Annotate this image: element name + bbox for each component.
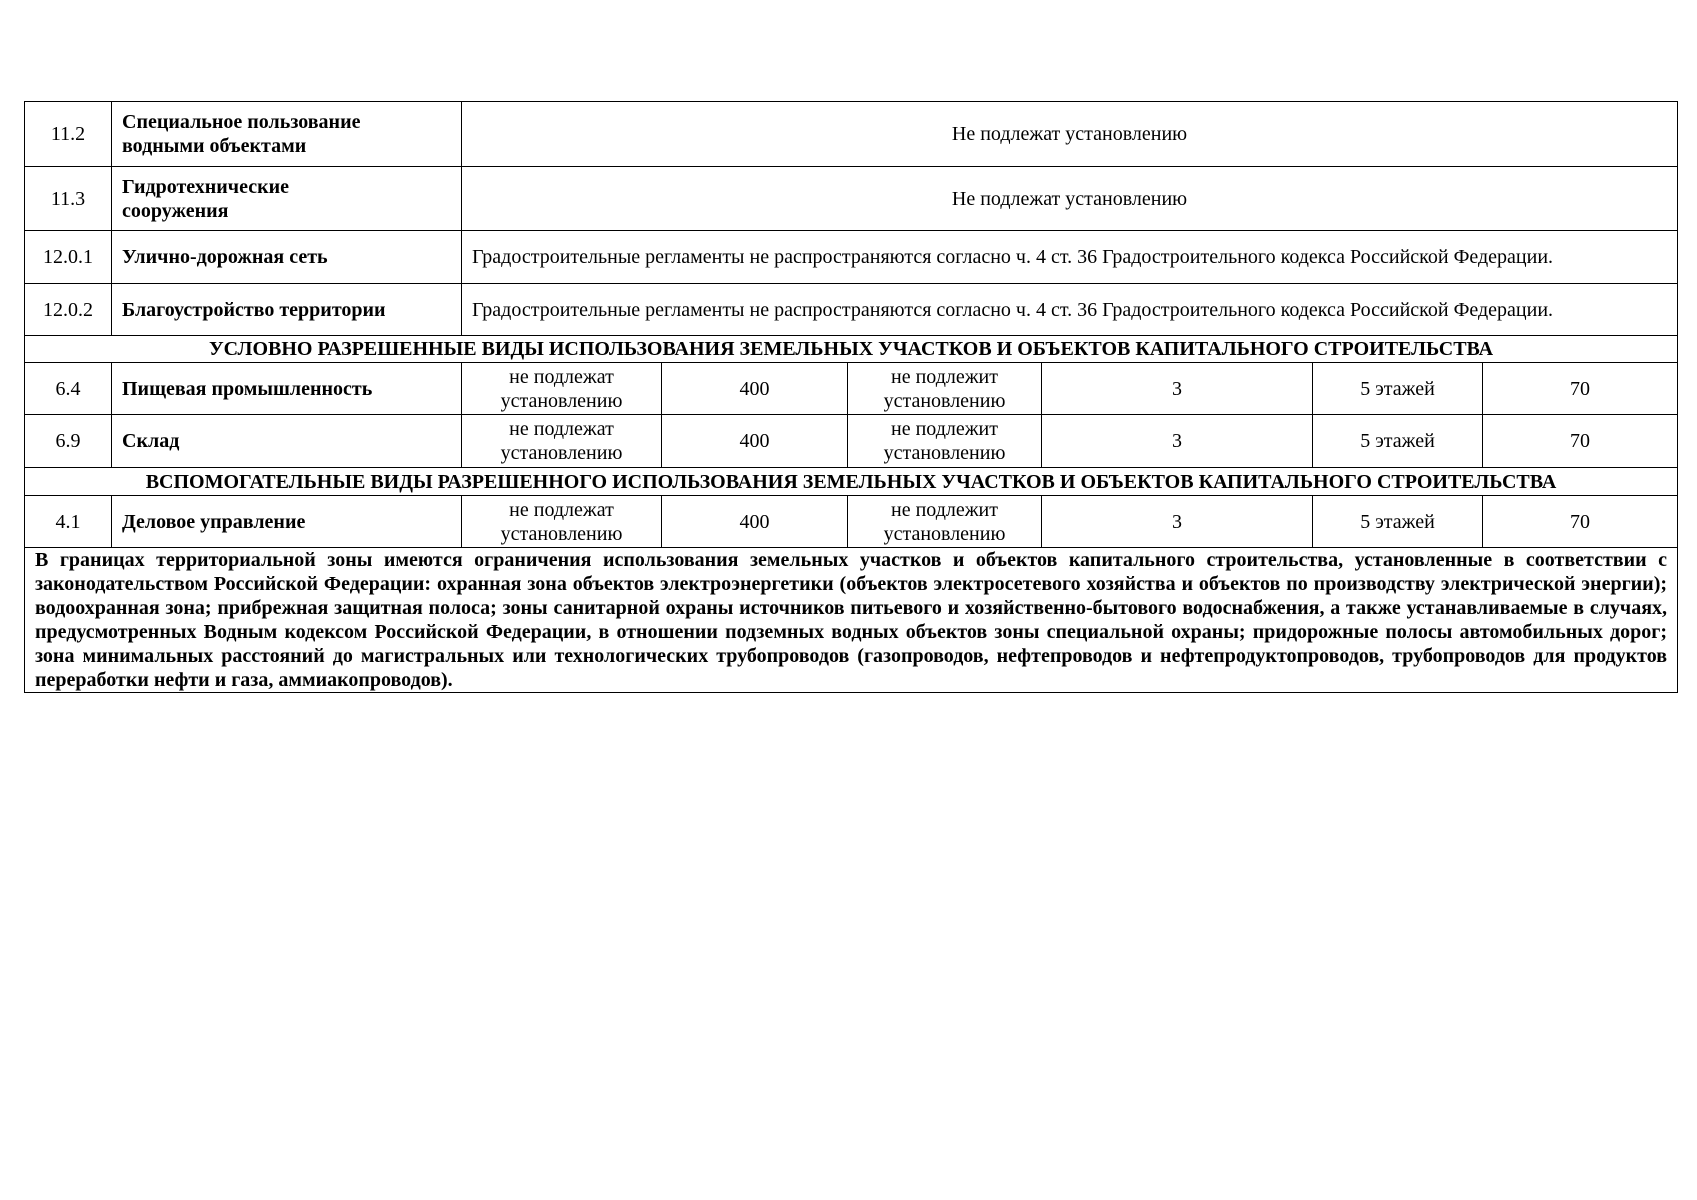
- row-code: 4.1: [25, 496, 112, 548]
- cell-min-indent: 3: [1042, 363, 1313, 415]
- table-row: [25, 363, 1678, 415]
- table-row: [25, 102, 1678, 167]
- zoning-regulations-table: [24, 101, 1678, 693]
- cell-floors: 5 этажей: [1313, 496, 1483, 548]
- cell-min-indent: 3: [1042, 415, 1313, 468]
- cell-setback: не подлежит установлению: [848, 363, 1042, 415]
- table-row: [25, 496, 1678, 548]
- restrictions-footnote: В границах территориальной зоны имеются ограничения использования земельных участков и объектов капитального строительства, установленные в соответствии с законодательством Российской Федерации: охранная зона объектов электроэнергетики (объектов электросетевого хозяйства и объектов по производству электрической энергии); водоохранная зона; прибрежная защитная полоса; зоны санитарной охраны источников питьевого и хозяйственно-бытового водоснабжения, а также устанавливаемые в случаях, предусмотренных Водным кодексом Российской Федерации, в отношении подземных водных объектов зоны специальной охраны; придорожные полосы автомобильных дорог; зона минимальных расстояний до магистральных или технологических трубопроводов (газопроводов, нефтепроводов и нефтепродуктопроводов, трубопроводов для продуктов переработки нефти и газа, аммиакопроводов).: [25, 548, 1678, 693]
- row-code: 12.0.2: [25, 284, 112, 336]
- section-header-row: [25, 336, 1678, 363]
- row-name: Гидротехнические сооружения: [112, 167, 462, 231]
- cell-setback: не подлежит установлению: [848, 415, 1042, 468]
- cell-max-area: 400: [662, 415, 848, 468]
- section-header-auxiliary: ВСПОМОГАТЕЛЬНЫЕ ВИДЫ РАЗРЕШЕННОГО ИСПОЛЬЗОВАНИЯ ЗЕМЕЛЬНЫХ УЧАСТКОВ И ОБЪЕКТОВ КАПИТАЛЬНОГО СТРОИТЕЛЬСТВА: [25, 468, 1678, 496]
- row-value: Не подлежат установлению: [462, 102, 1678, 167]
- row-code: 11.2: [25, 102, 112, 167]
- row-name: Склад: [112, 415, 462, 468]
- row-name: Деловое управление: [112, 496, 462, 548]
- row-value: Градостроительные регламенты не распространяются согласно ч. 4 ст. 36 Градостроительного кодекса Российской Федерации.: [462, 284, 1678, 336]
- table-row: [25, 167, 1678, 231]
- cell-min-indent: 3: [1042, 496, 1313, 548]
- table-row: [25, 231, 1678, 284]
- row-value: Градостроительные регламенты не распространяются согласно ч. 4 ст. 36 Градостроительного кодекса Российской Федерации.: [462, 231, 1678, 284]
- cell-coverage: 70: [1483, 363, 1678, 415]
- cell-min-area: не подлежат установлению: [462, 415, 662, 468]
- row-value: Не подлежат установлению: [462, 167, 1678, 231]
- cell-floors: 5 этажей: [1313, 415, 1483, 468]
- table-row: [25, 284, 1678, 336]
- row-name: Улично-дорожная сеть: [112, 231, 462, 284]
- section-header-row: [25, 468, 1678, 496]
- footnote-row: [25, 548, 1678, 693]
- row-code: 12.0.1: [25, 231, 112, 284]
- table-row: [25, 415, 1678, 468]
- cell-setback: не подлежит установлению: [848, 496, 1042, 548]
- row-code: 6.9: [25, 415, 112, 468]
- cell-max-area: 400: [662, 496, 848, 548]
- row-code: 11.3: [25, 167, 112, 231]
- cell-coverage: 70: [1483, 496, 1678, 548]
- row-code: 6.4: [25, 363, 112, 415]
- cell-min-area: не подлежат установлению: [462, 496, 662, 548]
- cell-coverage: 70: [1483, 415, 1678, 468]
- cell-min-area: не подлежат установлению: [462, 363, 662, 415]
- section-header-conditional: УСЛОВНО РАЗРЕШЕННЫЕ ВИДЫ ИСПОЛЬЗОВАНИЯ ЗЕМЕЛЬНЫХ УЧАСТКОВ И ОБЪЕКТОВ КАПИТАЛЬНОГО СТРОИТЕЛЬСТВА: [25, 336, 1678, 363]
- cell-max-area: 400: [662, 363, 848, 415]
- row-name: Пищевая промышленность: [112, 363, 462, 415]
- row-name: Специальное пользование водными объектами: [112, 102, 462, 167]
- cell-floors: 5 этажей: [1313, 363, 1483, 415]
- row-name: Благоустройство территории: [112, 284, 462, 336]
